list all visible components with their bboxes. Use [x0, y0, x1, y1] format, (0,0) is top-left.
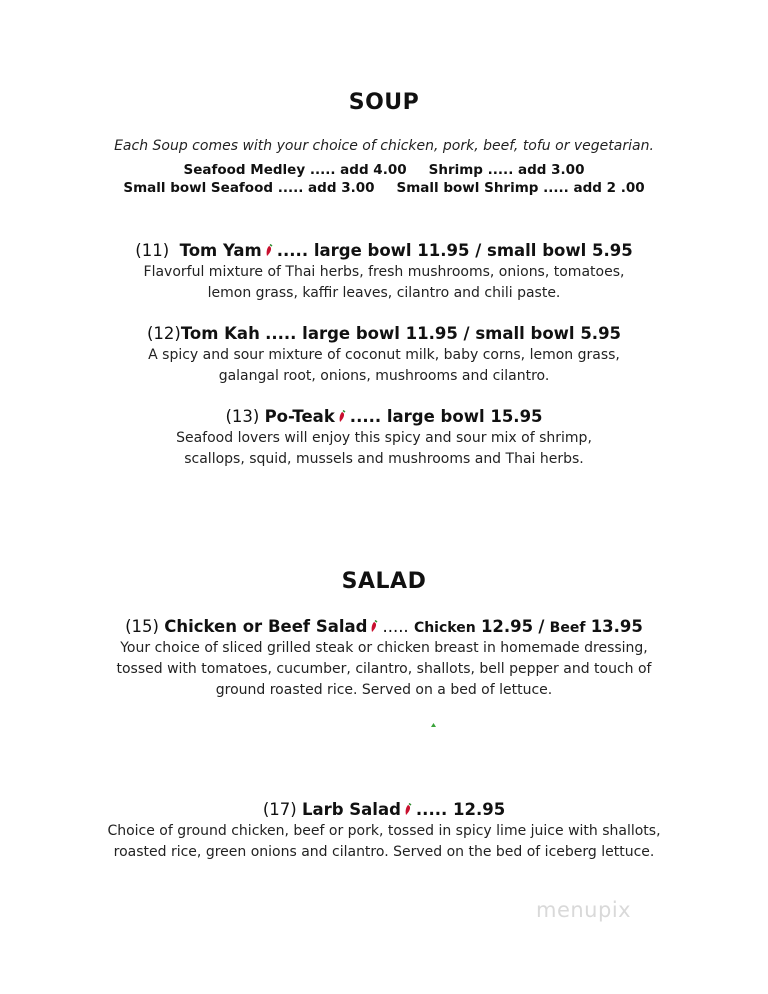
soup-section-title: SOUP	[348, 90, 420, 115]
menu-item-17-heading	[0, 800, 768, 819]
soup-addons-line-2	[0, 180, 768, 196]
menu-item-15-desc-line-3: ground roasted rice. Served on a bed of lettuce.	[215, 682, 553, 698]
menu-item-13-desc-line-2: scallops, squid, mussels and mushrooms and Thai herbs.	[184, 451, 584, 467]
item-price-chicken: 12.95	[480, 617, 534, 636]
chili-pepper-icon	[338, 410, 347, 423]
item-number: (13)	[225, 407, 260, 426]
addon-shrimp: Shrimp ..... add 3.00	[428, 162, 585, 178]
menu-item-12-heading	[0, 324, 768, 343]
menu-item-15-desc-line-1: Your choice of sliced grilled steak or chicken breast in homemade dressing,	[120, 640, 648, 656]
item-price: ..... large bowl 11.95 / small bowl 5.95	[276, 241, 633, 260]
item-label-beef: Beef	[549, 620, 586, 636]
price-separator: /	[538, 617, 545, 636]
addon-small-shrimp: Small bowl Shrimp ..... add 2 .00	[396, 180, 645, 196]
menu-item-13-heading	[0, 407, 768, 426]
item-price: ..... large bowl 11.95 / small bowl 5.95	[265, 324, 622, 343]
salad-section-title: SALAD	[341, 569, 427, 594]
chili-pepper-icon	[404, 803, 413, 816]
item-price: ..... 12.95	[415, 800, 506, 819]
chili-pepper-icon	[370, 620, 379, 633]
soup-intro: Each Soup comes with your choice of chicken, pork, beef, tofu or vegetarian.	[114, 138, 654, 154]
item-price-beef: 13.95	[590, 617, 643, 636]
item-dots: .....	[382, 617, 409, 636]
addon-seafood-medley: Seafood Medley ..... add 4.00	[183, 162, 407, 178]
menu-item-11-heading	[0, 241, 768, 260]
menu-item-15-desc-line-2: tossed with tomatoes, cucumber, cilantro, shallots, bell pepper and touch of	[116, 661, 652, 677]
menu-item-13-desc-line-1: Seafood lovers will enjoy this spicy and sour mix of shrimp,	[176, 430, 592, 446]
item-label-chicken: Chicken	[413, 620, 476, 636]
chili-pepper-icon	[265, 244, 274, 257]
item-number: (12)	[146, 324, 181, 343]
menu-item-11-desc-line-1: Flavorful mixture of Thai herbs, fresh mushrooms, onions, tomatoes,	[143, 264, 625, 280]
item-name: Larb Salad	[301, 800, 401, 819]
item-name: Tom Kah	[180, 324, 260, 343]
item-number: (15)	[125, 617, 159, 636]
menu-item-15-heading	[0, 617, 768, 636]
menu-item-17-desc-line-2: roasted rice, green onions and cilantro. Served on the bed of iceberg lettuce.	[113, 844, 655, 860]
menu-item-17-desc-line-1: Choice of ground chicken, beef or pork, tossed in spicy lime juice with shallots,	[107, 823, 661, 839]
soup-addons-line-1	[0, 162, 768, 178]
leaf-icon	[431, 723, 436, 727]
item-name: Chicken or Beef Salad	[164, 617, 368, 636]
menupix-watermark: menupix	[536, 898, 632, 922]
addon-small-seafood: Small bowl Seafood ..... add 3.00	[123, 180, 375, 196]
menu-item-11-desc-line-2: lemon grass, kaffir leaves, cilantro and chili paste.	[207, 285, 561, 301]
item-name: Po-Teak	[264, 407, 335, 426]
item-number: (17)	[262, 800, 297, 819]
menu-item-12-desc-line-2: galangal root, onions, mushrooms and cilantro.	[218, 368, 550, 384]
menu-item-12-desc-line-1: A spicy and sour mixture of coconut milk, baby corns, lemon grass,	[148, 347, 620, 363]
item-price: ..... large bowl 15.95	[349, 407, 543, 426]
item-number: (11)	[135, 241, 170, 260]
item-name: Tom Yam	[179, 241, 262, 260]
